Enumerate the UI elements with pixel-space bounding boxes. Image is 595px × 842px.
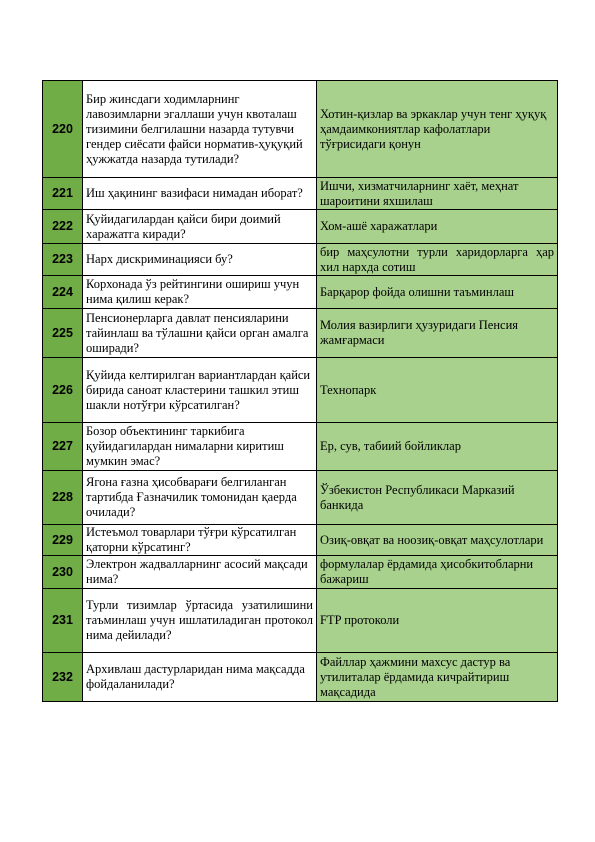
question-cell: Пенсионерларга давлат пенсияларини тайинлаш ва тўлашни қайси орган амалга оширади?: [83, 309, 317, 358]
table-row: [43, 276, 558, 309]
answer-cell: Технопарк: [317, 358, 558, 423]
answer-cell: Ишчи, хизматчиларнинг хаёт, меҳнат шароитини яхшилаш: [317, 178, 558, 210]
row-number: 226: [43, 358, 83, 423]
row-number: 223: [43, 244, 83, 276]
question-cell: Истеъмол товарлари тўғри кўрсатилган қаторни кўрсатинг?: [83, 525, 317, 556]
row-number: 225: [43, 309, 83, 358]
row-number: 220: [43, 81, 83, 178]
answer-cell: Хотин-қизлар ва эркаклар учун тенг ҳуқуқ ҳамдаимкониятлар кафолатлари тўғрисидаги қонун: [317, 81, 558, 178]
table-row: [43, 471, 558, 525]
answer-cell: Хом-ашё харажатлари: [317, 210, 558, 244]
question-cell: Архивлаш дастурларидан нима мақсадда фойдаланилади?: [83, 653, 317, 702]
question-cell: Электрон жадвалларнинг асосий мақсади нима?: [83, 556, 317, 589]
row-number: 221: [43, 178, 83, 210]
question-cell: Қуйида келтирилган вариантлардан қайси бирида саноат кластерини ташкил этиш шакли нотўғри кўрсатилган?: [83, 358, 317, 423]
row-number: 230: [43, 556, 83, 589]
answer-cell: Файллар ҳажмини махсус дастур ва утилиталар ёрдамида кичрайтириш мақсадида: [317, 653, 558, 702]
table-row: [43, 81, 558, 178]
row-number: 231: [43, 589, 83, 653]
question-cell: Иш ҳақининг вазифаси нимадан иборат?: [83, 178, 317, 210]
table-row: [43, 244, 558, 276]
answer-cell: формулалар ёрдамида ҳисобкитобларни бажариш: [317, 556, 558, 589]
row-number: 228: [43, 471, 83, 525]
question-cell: Қуйидагилардан қайси бири доимий харажатга киради?: [83, 210, 317, 244]
question-cell: Бозор объектининг таркибига қуйидагилардан нималарни киритиш мумкин эмас?: [83, 423, 317, 471]
question-cell: Турли тизимлар ўртасида узатилишини таъминлаш учун ишлатиладиган протокол нима дейилади?: [83, 589, 317, 653]
table-row: [43, 178, 558, 210]
table-row: [43, 556, 558, 589]
row-number: 222: [43, 210, 83, 244]
row-number: 227: [43, 423, 83, 471]
answer-cell: Ер, сув, табиий бойликлар: [317, 423, 558, 471]
table-row: [43, 653, 558, 702]
table-row: [43, 423, 558, 471]
qa-table: [42, 80, 558, 702]
table-row: [43, 525, 558, 556]
question-cell: Бир жинсдаги ходимларнинг лавозимларни эгаллаши учун квоталаш тизимини белгилашни назарда тутувчи гендер сиёсати файси норматив-ҳуқуқий ҳужжатда назарда тутилади?: [83, 81, 317, 178]
answer-cell: Молия вазирлиги ҳузуридаги Пенсия жамғармаси: [317, 309, 558, 358]
table-row: [43, 309, 558, 358]
table-row: [43, 589, 558, 653]
answer-cell: Ўзбекистон Республикаси Марказий банкида: [317, 471, 558, 525]
answer-cell: Барқарор фойда олишни таъминлаш: [317, 276, 558, 309]
question-cell: Нарх дискриминацияси бу?: [83, 244, 317, 276]
row-number: 232: [43, 653, 83, 702]
question-cell: Корхонада ўз рейтингини ошириш учун нима қилиш керак?: [83, 276, 317, 309]
answer-cell: бир маҳсулотни турли харидорларга ҳар хил нархда сотиш: [317, 244, 558, 276]
table-row: [43, 210, 558, 244]
answer-cell: Озиқ-овқат ва ноозиқ-овқат маҳсулотлари: [317, 525, 558, 556]
row-number: 229: [43, 525, 83, 556]
row-number: 224: [43, 276, 83, 309]
table-row: [43, 358, 558, 423]
question-cell: Ягона ғазна ҳисобварағи белгиланган тартибда Ғазначилик томонидан қаерда очилади?: [83, 471, 317, 525]
answer-cell: FTP протоколи: [317, 589, 558, 653]
